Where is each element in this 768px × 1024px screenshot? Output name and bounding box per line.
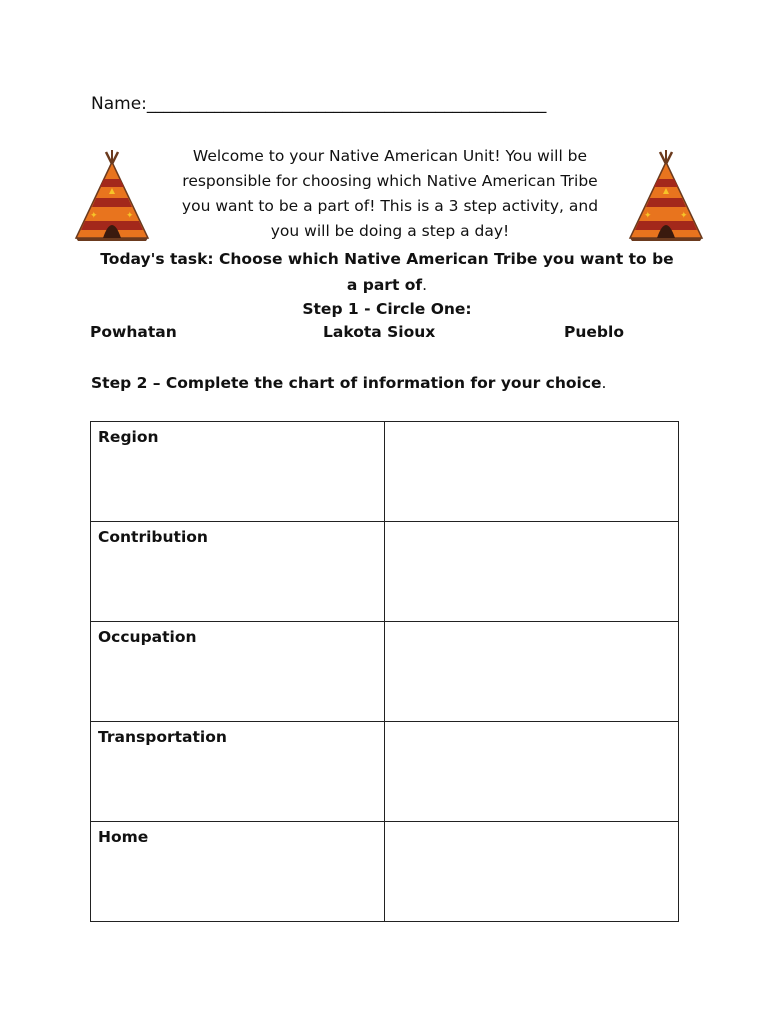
svg-text:✦: ✦ [680,211,688,221]
step2-heading-text: Step 2 – Complete the chart of information for your choice [91,374,602,392]
name-field[interactable]: Name:_______________________________________________ [91,94,547,114]
chart-label-cell [91,422,385,522]
step2-heading [91,374,691,392]
svg-text:✦: ✦ [126,211,134,221]
chart-answer-cell-home[interactable] [385,822,679,922]
row-label-transportation: Transportation [98,728,227,746]
task-line-2-text: a part of [346,276,423,294]
intro-line: responsible for choosing which Native American Tribe [182,172,598,190]
chart-label-cell [91,522,385,622]
svg-text:✦: ✦ [90,211,98,221]
choice-powhatan[interactable]: Powhatan [90,323,177,341]
chart-answer-cell-contribution[interactable] [385,522,679,622]
chart-row [91,622,679,722]
info-chart [90,421,679,922]
chart-row [91,522,679,622]
tribe-choices [90,323,630,347]
teepee-icon [72,150,152,242]
row-label-occupation: Occupation [98,628,197,646]
task-line-2 [92,272,682,298]
chart-answer-cell-occupation[interactable] [385,622,679,722]
task-line-1: Today's task: Choose which Native American Tribe you want to be [100,250,674,268]
chart-answer-cell-transportation[interactable] [385,722,679,822]
chart-row [91,822,679,922]
chart-answer-cell-region[interactable] [385,422,679,522]
teepee-icon [626,150,706,242]
row-label-home: Home [98,828,149,846]
step1-heading: Step 1 - Circle One: [302,300,472,318]
chart-label-cell [91,622,385,722]
chart-row [91,722,679,822]
intro-line: you will be doing a step a day! [270,222,510,240]
step2-period: . [601,374,607,392]
chart-label-cell [91,722,385,822]
svg-text:✦: ✦ [644,211,652,221]
intro-paragraph [160,144,620,244]
intro-line: you want to be a part of! This is a 3 step activity, and [181,197,599,215]
chart-row [91,422,679,522]
choice-pueblo[interactable]: Pueblo [564,323,624,341]
chart-label-cell [91,822,385,922]
task-period: . [422,276,428,294]
todays-task [92,246,682,298]
choice-lakota-sioux[interactable]: Lakota Sioux [323,323,436,341]
row-label-region: Region [98,428,159,446]
row-label-contribution: Contribution [98,528,208,546]
intro-line: Welcome to your Native American Unit! You will be [192,147,588,165]
